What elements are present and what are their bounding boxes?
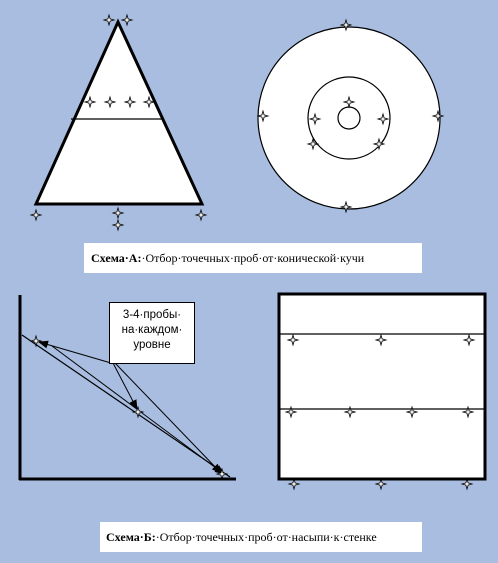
cone-top-view bbox=[258, 27, 440, 209]
scheme-b-label: Схема·Б: bbox=[106, 530, 156, 544]
sample-point-icon bbox=[113, 208, 123, 218]
sample-point-icon bbox=[196, 210, 206, 220]
sample-point-icon bbox=[31, 336, 41, 346]
scheme-a-label: Схема·А: bbox=[91, 251, 142, 265]
sample-point-icon bbox=[133, 407, 143, 417]
front-rect bbox=[279, 294, 485, 479]
cone-pile-triangle bbox=[36, 22, 202, 204]
scheme-b-caption bbox=[100, 522, 422, 552]
note-line-3: уровне bbox=[133, 339, 171, 351]
inner-circle bbox=[338, 107, 360, 129]
note-line-1: 3-4·пробы· bbox=[122, 309, 182, 321]
embankment-front-view bbox=[279, 294, 485, 479]
sample-point-icon bbox=[113, 220, 123, 230]
note-line-2: на·каждом· bbox=[121, 324, 183, 336]
scheme-b-title: ·Отбор·точечных·проб·от·насыпи·к·стенке bbox=[155, 530, 377, 544]
scheme-a-title: ·Отбор·точечных·проб·от·конической·кучи bbox=[141, 251, 365, 265]
sample-point-icon bbox=[104, 15, 114, 25]
sample-point-icon bbox=[122, 15, 132, 25]
levels-note-box bbox=[109, 302, 195, 364]
scheme-a-caption bbox=[84, 243, 422, 273]
sample-point-icon bbox=[31, 210, 41, 220]
